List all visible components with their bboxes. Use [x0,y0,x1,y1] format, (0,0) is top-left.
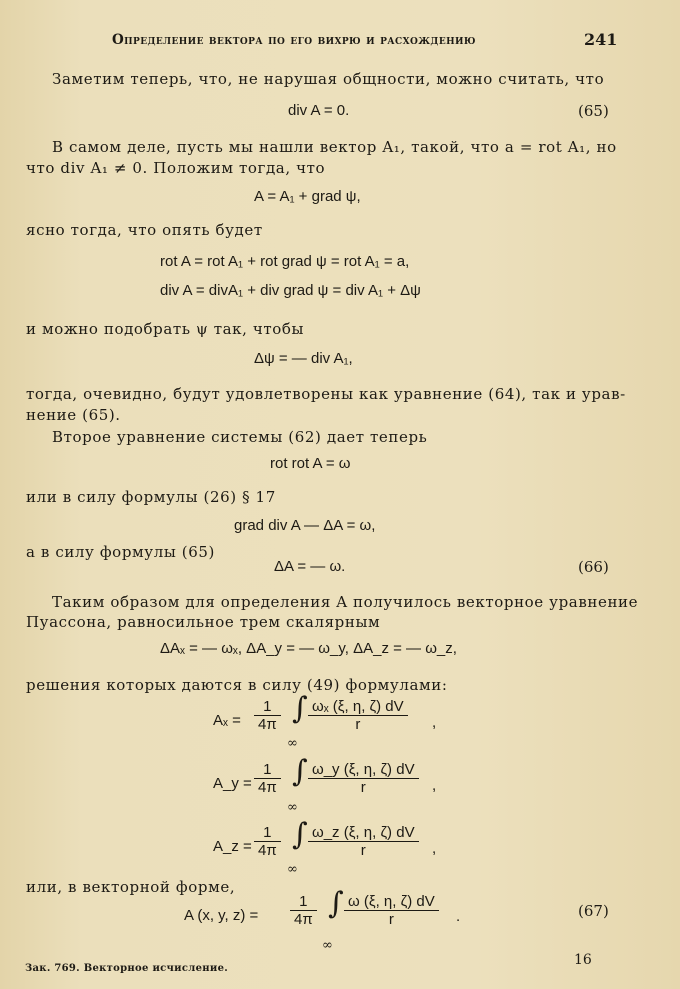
equation: ΔA = — ω. [274,558,346,575]
equation: grad div A — ΔA = ω, [234,517,376,534]
punctuation: , [432,840,437,857]
denominator: r [344,910,439,928]
numerator: ω (ξ, η, ζ) dV [348,893,435,910]
text-line: что div A₁ ≠ 0. Положим тогда, что [26,159,326,177]
formula-az-lhs: A_z = [213,838,252,855]
text-line: тогда, очевидно, будут удовлетворены как уравнение (64), так и урав- [26,385,626,403]
printer-signature-mark: 16 [574,952,592,968]
equation: Δψ = — div A₁, [254,350,353,367]
text-line: нение (65). [26,406,121,424]
text-line: или в силу формулы (26) § 17 [26,488,276,506]
formula-a67-lhs: A (x, y, z) = [184,907,259,924]
numerator: ωₓ (ξ, η, ζ) dV [312,698,404,715]
equation-number: (65) [578,102,609,120]
punctuation: . [456,908,461,925]
infinity-limit: ∞ [322,938,333,953]
equation: rot A = rot A₁ + rot grad ψ = rot A₁ = a, [160,253,410,270]
fraction-1-4pi [254,824,281,859]
text-line: решения которых даются в силу (49) формулами: [26,676,448,694]
infinity-limit: ∞ [287,736,298,751]
text-line: Таким образом для определения A получилось векторное уравнение [52,593,639,611]
fraction-1-4pi [290,893,317,928]
punctuation: , [432,777,437,794]
text-line: ясно тогда, что опять будет [26,221,263,239]
integral-sign: ∫ [292,817,308,852]
numerator: 1 [299,893,308,910]
equation: A = A₁ + grad ψ, [254,188,361,205]
equation: rot rot A = ω [270,455,351,472]
denominator: 4π [254,841,281,859]
fraction-1-4pi [254,761,281,796]
equation: div A = divA₁ + div grad ψ = div A₁ + Δψ [160,282,421,299]
denominator: 4π [254,778,281,796]
text-line: а в силу формулы (65) [26,543,215,561]
infinity-limit: ∞ [287,800,298,815]
formula-ay-lhs: A_y = [213,775,252,792]
running-header: Определение вектора по его вихрю и расхождению [112,32,476,48]
footer-note: Зак. 769. Векторное исчисление. [25,963,229,974]
infinity-limit: ∞ [287,862,298,877]
text-line: В самом деле, пусть мы нашли вектор A₁, такой, что a = rot A₁, но [52,138,617,156]
denominator: 4π [290,910,317,928]
fraction-integrand [344,893,439,928]
fraction-integrand [308,761,419,796]
punctuation: , [432,714,437,731]
fraction-1-4pi [254,698,281,733]
integral-sign: ∫ [292,754,308,789]
equation-number: (66) [578,558,609,576]
fraction-integrand [308,698,408,733]
text-line: Заметим теперь, что, не нарушая общности, можно считать, что [52,70,605,88]
page-number: 241 [584,30,618,49]
text-line: и можно подобрать ψ так, чтобы [26,320,305,338]
integral-sign: ∫ [292,691,308,726]
numerator: ω_z (ξ, η, ζ) dV [312,824,415,841]
numerator: 1 [263,761,272,778]
denominator: r [308,841,419,859]
denominator: r [308,778,419,796]
equation: ΔAₓ = — ωₓ, ΔA_y = — ω_y, ΔA_z = — ω_z, [160,640,457,657]
equation-number: (67) [578,902,609,920]
equation: div A = 0. [288,102,350,119]
integral-sign: ∫ [328,886,344,921]
fraction-integrand [308,824,419,859]
numerator: 1 [263,698,272,715]
text-line: или, в векторной форме, [26,878,236,896]
numerator: ω_y (ξ, η, ζ) dV [312,761,415,778]
text-line: Второе уравнение системы (62) дает теперь [52,428,428,446]
numerator: 1 [263,824,272,841]
denominator: 4π [254,715,281,733]
formula-ax-lhs: Aₓ = [213,712,241,729]
denominator: r [308,715,408,733]
text-line: Пуассона, равносильное трем скалярным [26,613,381,631]
